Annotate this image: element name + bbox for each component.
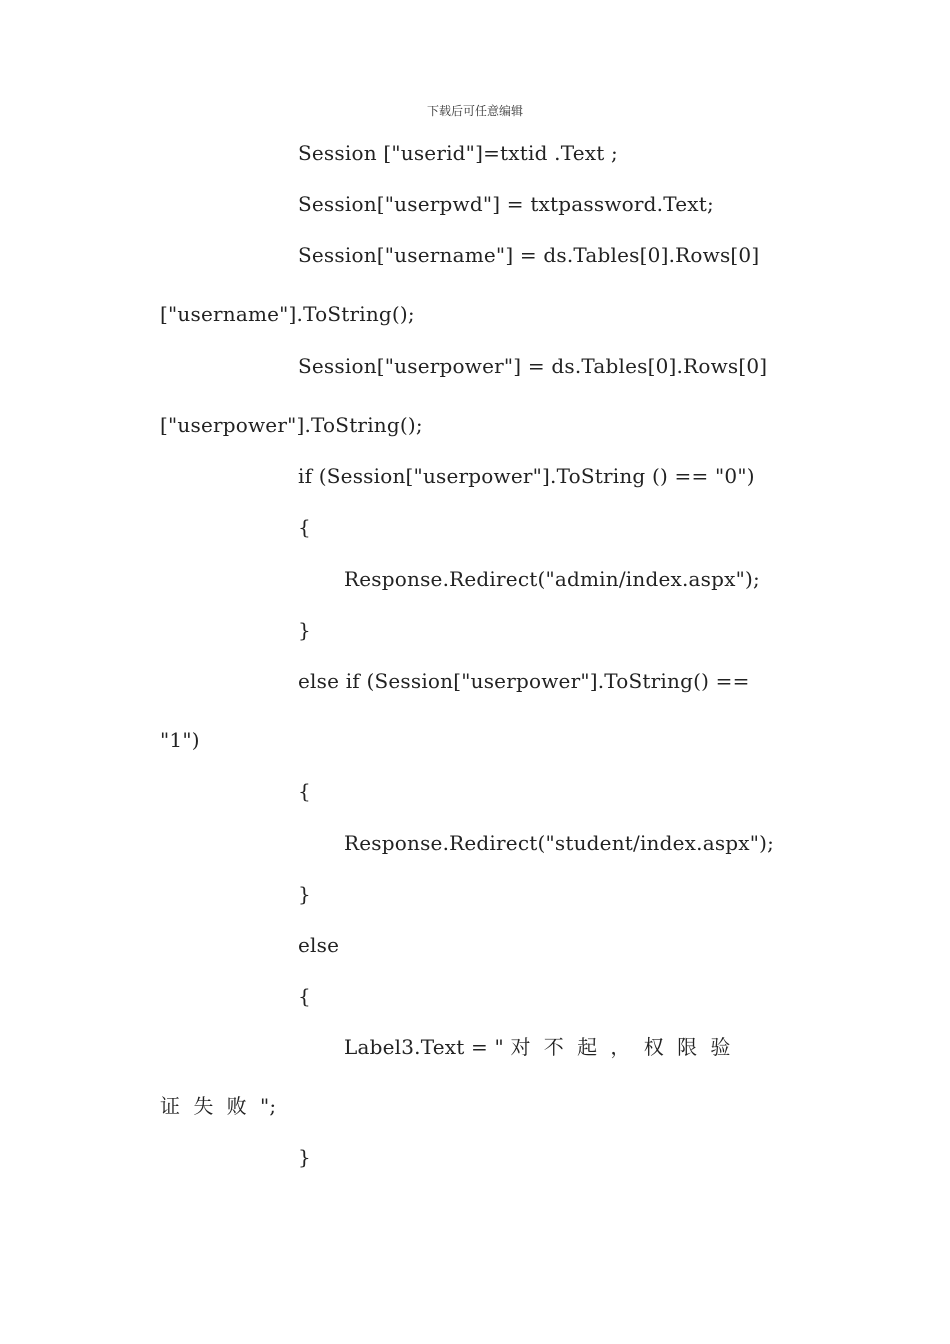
code-line: { bbox=[298, 984, 311, 1008]
code-line: { bbox=[298, 515, 311, 539]
code-line: else if (Session["userpower"].ToString() == bbox=[298, 669, 750, 693]
code-line: } bbox=[298, 882, 311, 906]
code-line: ["userpower"].ToString(); bbox=[160, 413, 423, 437]
code-line: Response.Redirect("admin/index.aspx"); bbox=[344, 567, 760, 591]
code-line: Session ["userid"]=txtid .Text ; bbox=[298, 141, 618, 165]
code-line: "1") bbox=[160, 728, 200, 752]
code-line: Label3.Text = " 对 不 起 ， 权 限 验 bbox=[344, 1035, 731, 1059]
code-line: Session["userpower"] = ds.Tables[0].Rows[0] bbox=[298, 354, 768, 378]
code-line: 证 失 败 "; bbox=[160, 1094, 277, 1118]
page-header: 下载后可任意编辑 bbox=[426, 104, 523, 118]
code-line: } bbox=[298, 618, 311, 642]
code-line: else bbox=[298, 933, 340, 957]
code-line: { bbox=[298, 779, 311, 803]
code-line: Response.Redirect("student/index.aspx"); bbox=[344, 831, 775, 855]
code-line: Session["username"] = ds.Tables[0].Rows[0] bbox=[298, 243, 760, 267]
code-line: Session["userpwd"] = txtpassword.Text; bbox=[298, 192, 714, 216]
code-line: } bbox=[298, 1145, 311, 1169]
code-line: if (Session["userpower"].ToString () == "0") bbox=[298, 464, 755, 488]
code-line: ["username"].ToString(); bbox=[160, 302, 415, 326]
